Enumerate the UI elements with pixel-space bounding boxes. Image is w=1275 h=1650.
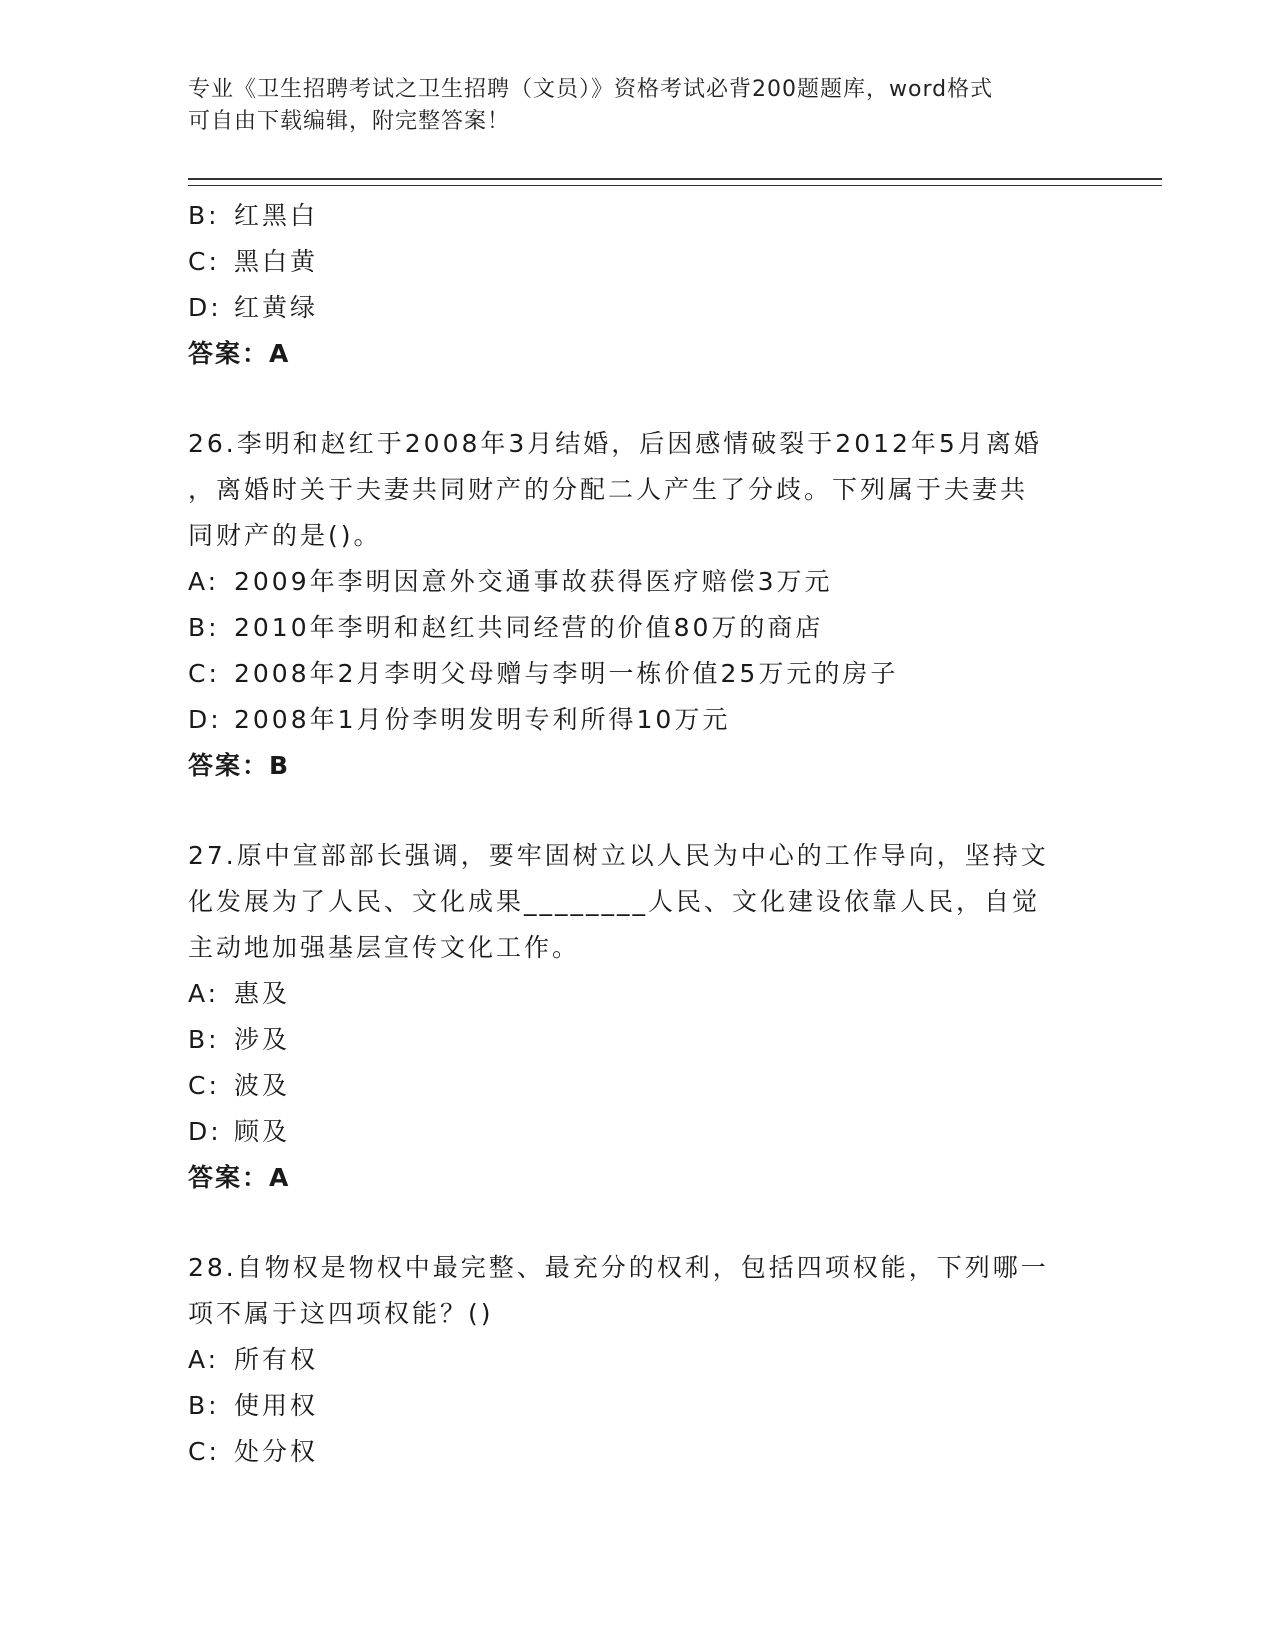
question-text-line: 26.李明和赵红于2008年3月结婚，后因感情破裂于2012年5月离婚 bbox=[188, 429, 1042, 458]
question-text-line: ，离婚时关于夫妻共同财产的分配二人产生了分歧。下列属于夫妻共 bbox=[188, 475, 1029, 504]
question-text-line: 项不属于这四项权能？() bbox=[188, 1299, 494, 1328]
question-text-line: 28.自物权是物权中最完整、最充分的权利，包括四项权能，下列哪一 bbox=[188, 1253, 1049, 1282]
option-a: A: 所有权 bbox=[188, 1345, 319, 1374]
header-line-2: 可自由下载编辑，附完整答案！ bbox=[188, 109, 511, 134]
option-d: D: 2008年1月份李明发明专利所得10万元 bbox=[188, 705, 731, 734]
question-text-line: 主动地加强基层宣传文化工作。 bbox=[188, 933, 581, 962]
option-c: C: 黑白黄 bbox=[188, 247, 319, 276]
question-text-line: 同财产的是()。 bbox=[188, 521, 382, 550]
option-c: C: 处分权 bbox=[188, 1437, 319, 1466]
option-b: B: 涉及 bbox=[188, 1025, 291, 1054]
answer-line: 答案：A bbox=[188, 1163, 291, 1192]
question-27 bbox=[188, 833, 1088, 1201]
header-divider bbox=[188, 178, 1162, 186]
answer-line: 答案：B bbox=[188, 751, 291, 780]
question-28 bbox=[188, 1245, 1088, 1475]
option-c: C: 2008年2月李明父母赠与李明一栋价值25万元的房子 bbox=[188, 659, 899, 688]
option-d: D: 顾及 bbox=[188, 1117, 291, 1146]
answer-line: 答案：A bbox=[188, 339, 291, 368]
option-b: B: 使用权 bbox=[188, 1391, 319, 1420]
header-line-1: 专业《卫生招聘考试之卫生招聘（文员）》资格考试必背200题题库，word格式 bbox=[188, 77, 994, 102]
option-b: B: 2010年李明和赵红共同经营的价值80万的商店 bbox=[188, 613, 824, 642]
option-a: A: 2009年李明因意外交通事故获得医疗赔偿3万元 bbox=[188, 567, 833, 596]
prev-question bbox=[188, 193, 1088, 377]
option-b: B: 红黑白 bbox=[188, 201, 319, 230]
option-c: C: 波及 bbox=[188, 1071, 291, 1100]
question-text-line: 化发展为了人民、文化成果________人民、文化建设依靠人民，自觉 bbox=[188, 887, 1041, 916]
question-text-line: 27.原中宣部部长强调，要牢固树立以人民为中心的工作导向，坚持文 bbox=[188, 841, 1049, 870]
question-content bbox=[188, 193, 1088, 1475]
question-26 bbox=[188, 421, 1088, 789]
document-header bbox=[188, 74, 1088, 138]
option-a: A: 惠及 bbox=[188, 979, 291, 1008]
option-d: D: 红黄绿 bbox=[188, 293, 319, 322]
